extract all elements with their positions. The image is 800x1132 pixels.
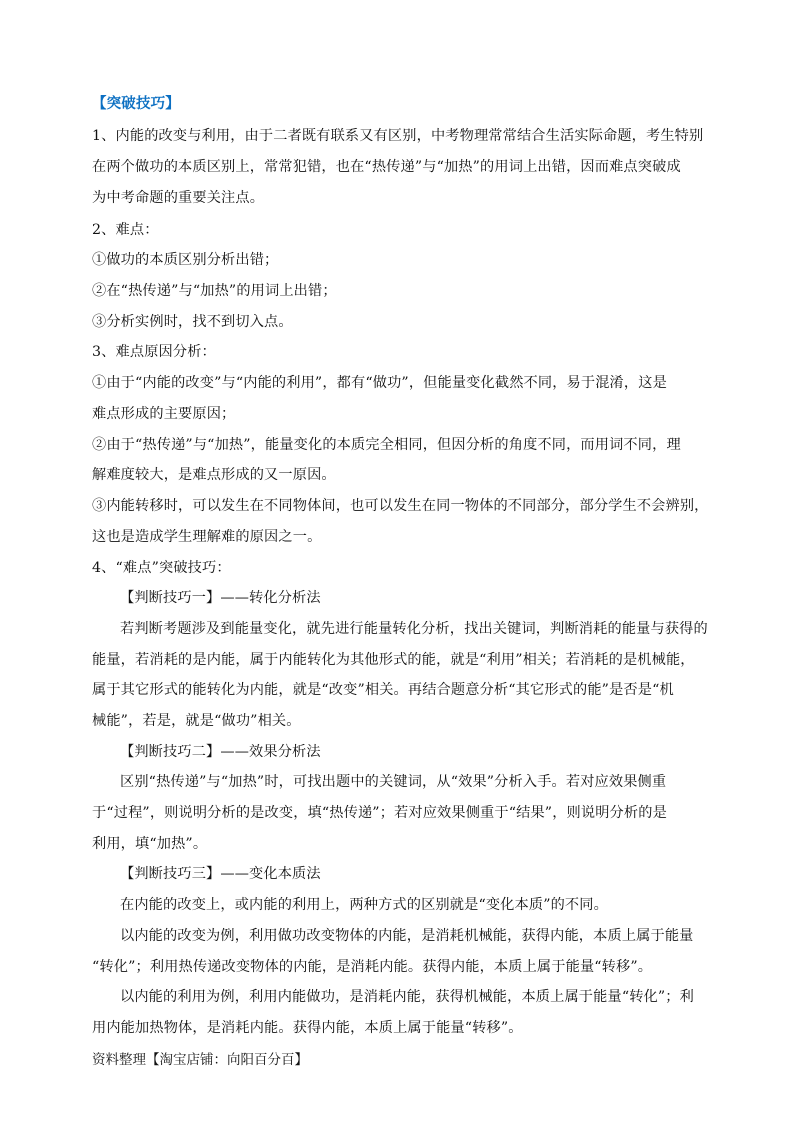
paragraph-line: 区别“热传递”与“加热”时，可找出题中的关键词，从“效果”分析入手。若对应效果侧重 xyxy=(120,774,667,790)
technique-title: 【判断技巧二】——效果分析法 xyxy=(120,744,321,760)
paragraph-line: “转化”；利用热传递改变物体的内能，是消耗内能。获得内能，本质上属于能量“转移”。 xyxy=(92,959,653,975)
paragraph-line: 以内能的改变为例，利用做功改变物体的内能，是消耗机械能，获得内能，本质上属于能量 xyxy=(120,928,694,944)
paragraph-line: 若判断考题涉及到能量变化，就先进行能量转化分析，找出关键词，判断消耗的能量与获得的 xyxy=(120,621,708,637)
paragraph-line: ①由于“内能的改变”与“内能的利用”，都有“做功”，但能量变化截然不同，易于混淆，这是 xyxy=(92,375,667,391)
paragraph-line: 难点形成的主要原因； xyxy=(92,406,236,422)
paragraph-line: ③内能转移时，可以发生在不同物体间，也可以发生在同一物体的不同部分，部分学生不会辨别， xyxy=(92,498,709,514)
paragraph-line: 械能”，若是，就是“做功”相关。 xyxy=(92,713,301,729)
paragraph-line: 于“过程”，则说明分析的是改变，填“热传递”；若对应效果侧重于“结果”，则说明分析的是 xyxy=(92,805,667,821)
technique-title: 【判断技巧一】——转化分析法 xyxy=(120,590,321,606)
paragraph-line: 利用，填“加热”。 xyxy=(92,836,208,852)
paragraph-line: 这也是造成学生理解难的原因之一。 xyxy=(92,529,322,545)
paragraph-line: ③分析实例时，找不到切入点。 xyxy=(92,314,293,330)
paragraph-line: 在内能的改变上，或内能的利用上，两种方式的区别就是“变化本质”的不同。 xyxy=(120,897,608,913)
paragraph-line: 用内能加热物体，是消耗内能。获得内能，本质上属于能量“转移”。 xyxy=(92,1020,523,1036)
paragraph-line: 1、内能的改变与利用，由于二者既有联系又有区别，中考物理常常结合生活实际命题，考生特别 xyxy=(92,128,704,144)
technique-title: 【判断技巧三】——变化本质法 xyxy=(120,866,321,882)
paragraph-line: 3、难点原因分析： xyxy=(92,344,216,360)
paragraph-line: ②由于“热传递”与“加热”，能量变化的本质完全相同，但因分析的角度不同，而用词不同，理 xyxy=(92,437,681,453)
paragraph-line: 4、“难点”突破技巧： xyxy=(92,560,231,576)
paragraph-line: 在两个做功的本质区别上，常常犯错，也在“热传递”与“加热”的用词上出错，因而难点突破成 xyxy=(92,159,681,175)
paragraph-line: ②在“热传递”与“加热”的用词上出错； xyxy=(92,283,337,299)
paragraph-line: 2、难点： xyxy=(92,222,159,238)
paragraph-line: 为中考命题的重要关注点。 xyxy=(92,190,265,206)
section-heading: 【突破技巧】 xyxy=(92,96,180,112)
paragraph-line: 能量，若消耗的是内能，属于内能转化为其他形式的能，就是“利用”相关；若消耗的是机械能， xyxy=(92,652,695,668)
paragraph-line: 解难度较大，是难点形成的又一原因。 xyxy=(92,467,336,483)
footer-text: 资料整理【淘宝店铺：向阳百分百】 xyxy=(92,1052,308,1068)
paragraph-line: 以内能的利用为例，利用内能做功，是消耗内能，获得机械能，本质上属于能量“转化”；利 xyxy=(120,989,694,1005)
paragraph-line: ①做功的本质区别分析出错； xyxy=(92,252,279,268)
paragraph-line: 属于其它形式的能转化为内能，就是“改变”相关。再结合题意分析“其它形式的能”是否是“机 xyxy=(92,682,674,698)
